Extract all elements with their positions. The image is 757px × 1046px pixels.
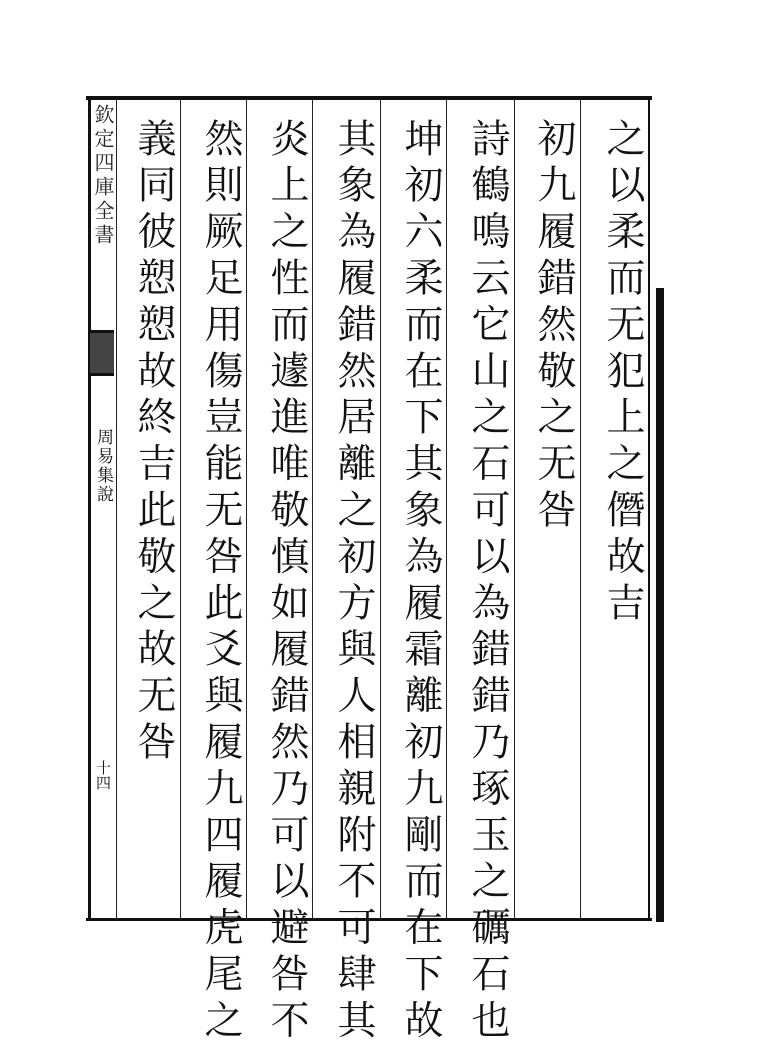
text-column-4: 坤初六柔而在下其象為履霜離初九剛而在下故 (398, 118, 443, 1046)
margin-page-number: 十四 (94, 760, 112, 790)
frame-top-border (86, 96, 652, 100)
column-divider (116, 100, 117, 918)
margin-series-title: 欽定四庫全書 (91, 104, 115, 248)
column-divider (380, 100, 381, 918)
column-divider (580, 100, 581, 918)
column-divider (180, 100, 181, 918)
column-divider (246, 100, 247, 918)
frame-right-border (648, 96, 650, 921)
column-divider (312, 100, 313, 918)
text-column-6: 炎上之性而遽進唯敬慎如履錯然乃可以避咎不 (264, 118, 309, 1046)
margin-book-title: 周易集說 (93, 428, 113, 504)
column-divider (514, 100, 515, 918)
margin-fish-tail-mark (90, 330, 114, 376)
frame-right-shadow (656, 288, 664, 922)
text-column-3: 詩鶴鳴云它山之石可以為錯錯乃琢玉之礪石也 (465, 118, 510, 1046)
column-divider (446, 100, 447, 918)
text-column-1: 之以柔而无犯上之僭故吉 (600, 118, 645, 629)
text-column-7: 然則厥足用傷豈能无咎此爻與履九四履虎尾之 (198, 118, 243, 1046)
text-column-8: 義同彼愬愬故終吉此敬之故无咎 (131, 118, 176, 768)
text-column-2: 初九履錯然敬之无咎 (531, 118, 576, 536)
text-column-5: 其象為履錯然居離之初方與人相親附不可肆其 (331, 118, 376, 1046)
